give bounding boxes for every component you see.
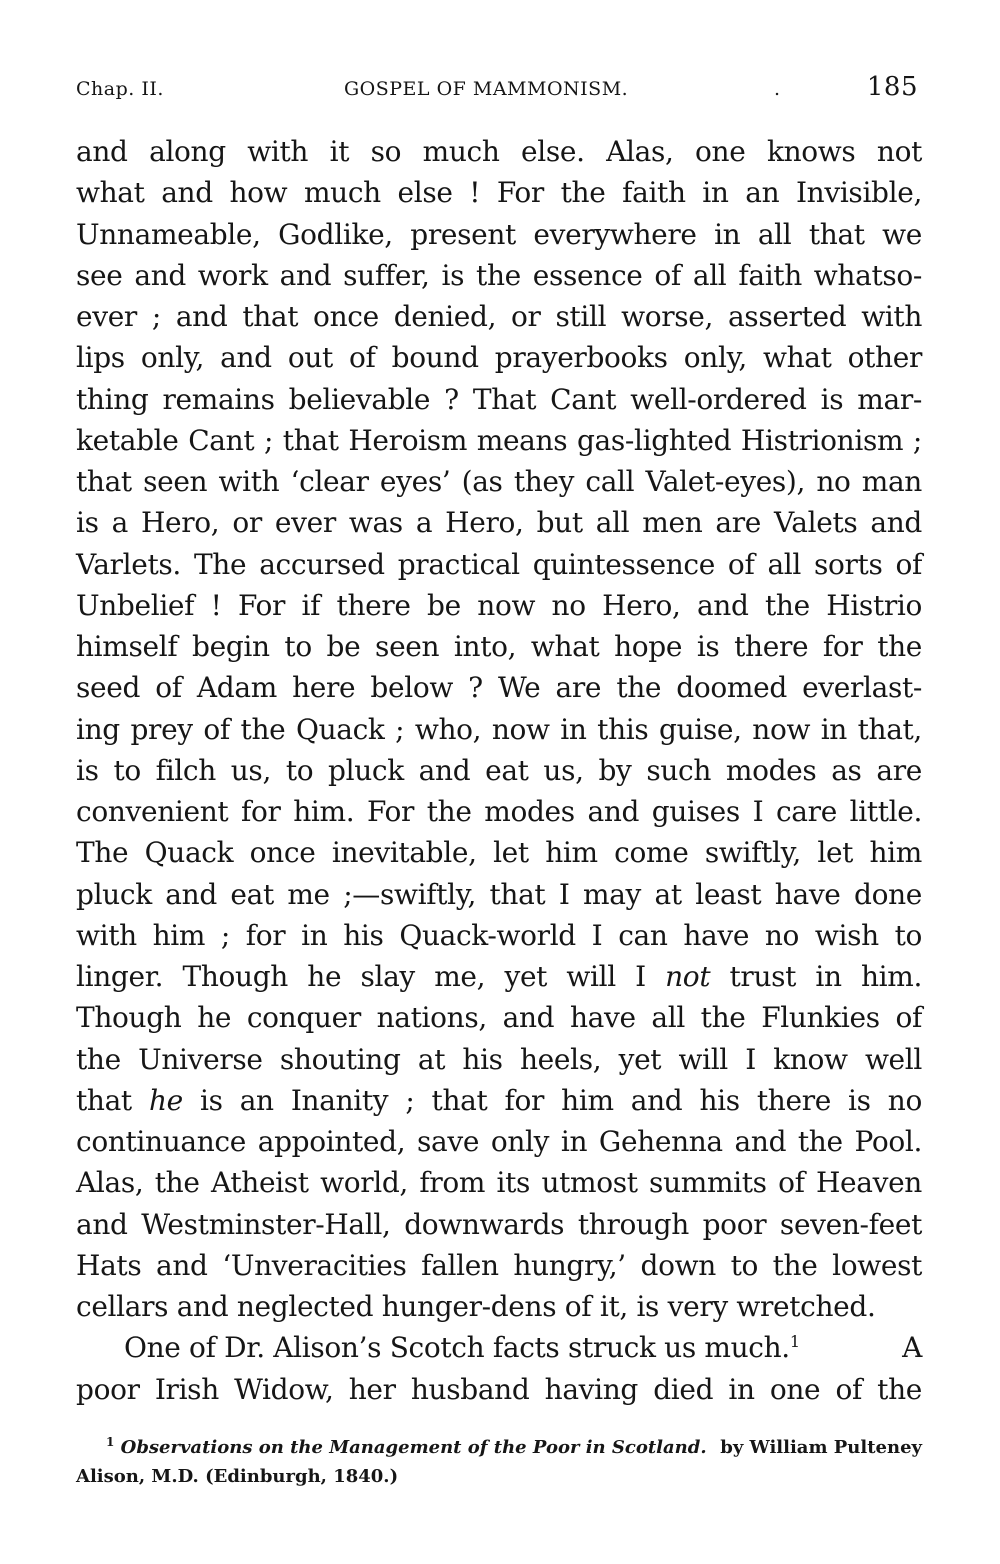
footnote <box>76 1433 922 1491</box>
footnote-title-group <box>106 1433 707 1462</box>
text-line: continuance appointed, save only in Gehenna and the Pool. <box>76 1125 922 1158</box>
text-line: and along with it so much else. Alas, one knows not <box>76 135 922 168</box>
text-line: is a Hero, or ever was a Hero, but all men are Valets and <box>76 506 922 540</box>
footnote-author: by William Pulteney <box>720 1437 922 1458</box>
footnote-marker: 1 <box>106 1435 115 1449</box>
text-line: the Universe shouting at his heels, yet will I know well <box>76 1042 922 1076</box>
text-line: that he is an Inanity ; that for him and his there is no <box>76 1083 922 1117</box>
text-line: himself begin to be seen into, what hope is there for the <box>76 630 922 663</box>
text-line: seed of Adam here below ? We are the doomed everlast- <box>76 671 922 705</box>
text-line: Unnameable, Godlike, present everywhere in all that we <box>76 217 922 251</box>
text-line: what and how much else ! For the faith in an Invisible, <box>76 176 922 210</box>
body-text <box>76 131 922 1410</box>
text-line: with him ; for in his Quack-world I can have no wish to <box>76 918 922 952</box>
running-title: GOSPEL OF MAMMONISM. <box>344 78 629 100</box>
text-run: One of Dr. Alison’s Scotch facts struck us much. <box>124 1331 790 1365</box>
text-line: pluck and eat me ;—swiftly, that I may at least have done <box>76 877 922 911</box>
text-line: is to filch us, to pluck and eat us, by such modes as are <box>76 753 922 787</box>
chapter-label: Chap. II. <box>76 78 164 100</box>
text-line: convenient for him. For the modes and guises I care little. <box>76 795 922 828</box>
paragraph-start-line <box>76 1327 922 1368</box>
footnote-reference: 1 <box>789 1332 800 1352</box>
text-line: and Westminster-Hall, downwards through poor seven-feet <box>76 1207 922 1241</box>
running-head <box>76 72 920 108</box>
italic-word: not <box>665 960 711 993</box>
italic-word: he <box>148 1083 183 1117</box>
running-head-dot: . <box>774 78 781 100</box>
text-line: poor Irish Widow, her husband having died in one of the <box>76 1372 922 1406</box>
text-line: ing prey of the Quack ; who, now in this guise, now in that, <box>76 712 922 746</box>
text-run-tail: A <box>902 1331 922 1365</box>
text-line: see and work and suffer, is the essence of all faith whatso- <box>76 258 922 292</box>
footnote-line <box>76 1433 922 1462</box>
text-line: The Quack once inevitable, let him come swiftly, let him <box>76 836 922 870</box>
text-line: Unbelief ! For if there be now no Hero, and the Histrio <box>76 588 922 622</box>
paragraph-end-line: cellars and neglected hunger-dens of it, is very wretched. <box>76 1290 876 1323</box>
footnote-line: Alison, M.D. (Edinburgh, 1840.) <box>76 1466 399 1487</box>
text-line: thing remains believable ? That Cant well-ordered is mar- <box>76 382 922 416</box>
text-line: Hats and ‘Unveracities fallen hungry,’ down to the lowest <box>76 1248 922 1282</box>
text-line: ever ; and that once denied, or still worse, asserted with <box>76 300 922 333</box>
footnote-title: Observations on the Management of the Poor in Scotland. <box>120 1437 707 1458</box>
text-line: Varlets. The accursed practical quintessence of all sorts of <box>76 547 922 581</box>
text-line: Alas, the Atheist world, from its utmost summits of Heaven <box>76 1166 922 1200</box>
text-line: lips only, and out of bound prayerbooks only, what other <box>76 341 922 375</box>
text-line: ketable Cant ; that Heroism means gas-lighted Histrionism ; <box>76 423 922 457</box>
text-line: that seen with ‘clear eyes’ (as they call Valet-eyes), no man <box>76 465 922 498</box>
text-line: Though he conquer nations, and have all the Flunkies of <box>76 1001 922 1035</box>
text-line: linger. Though he slay me, yet will I not trust in him. <box>76 960 922 993</box>
page-number: 185 <box>866 72 918 102</box>
text-run-group <box>124 1327 800 1368</box>
